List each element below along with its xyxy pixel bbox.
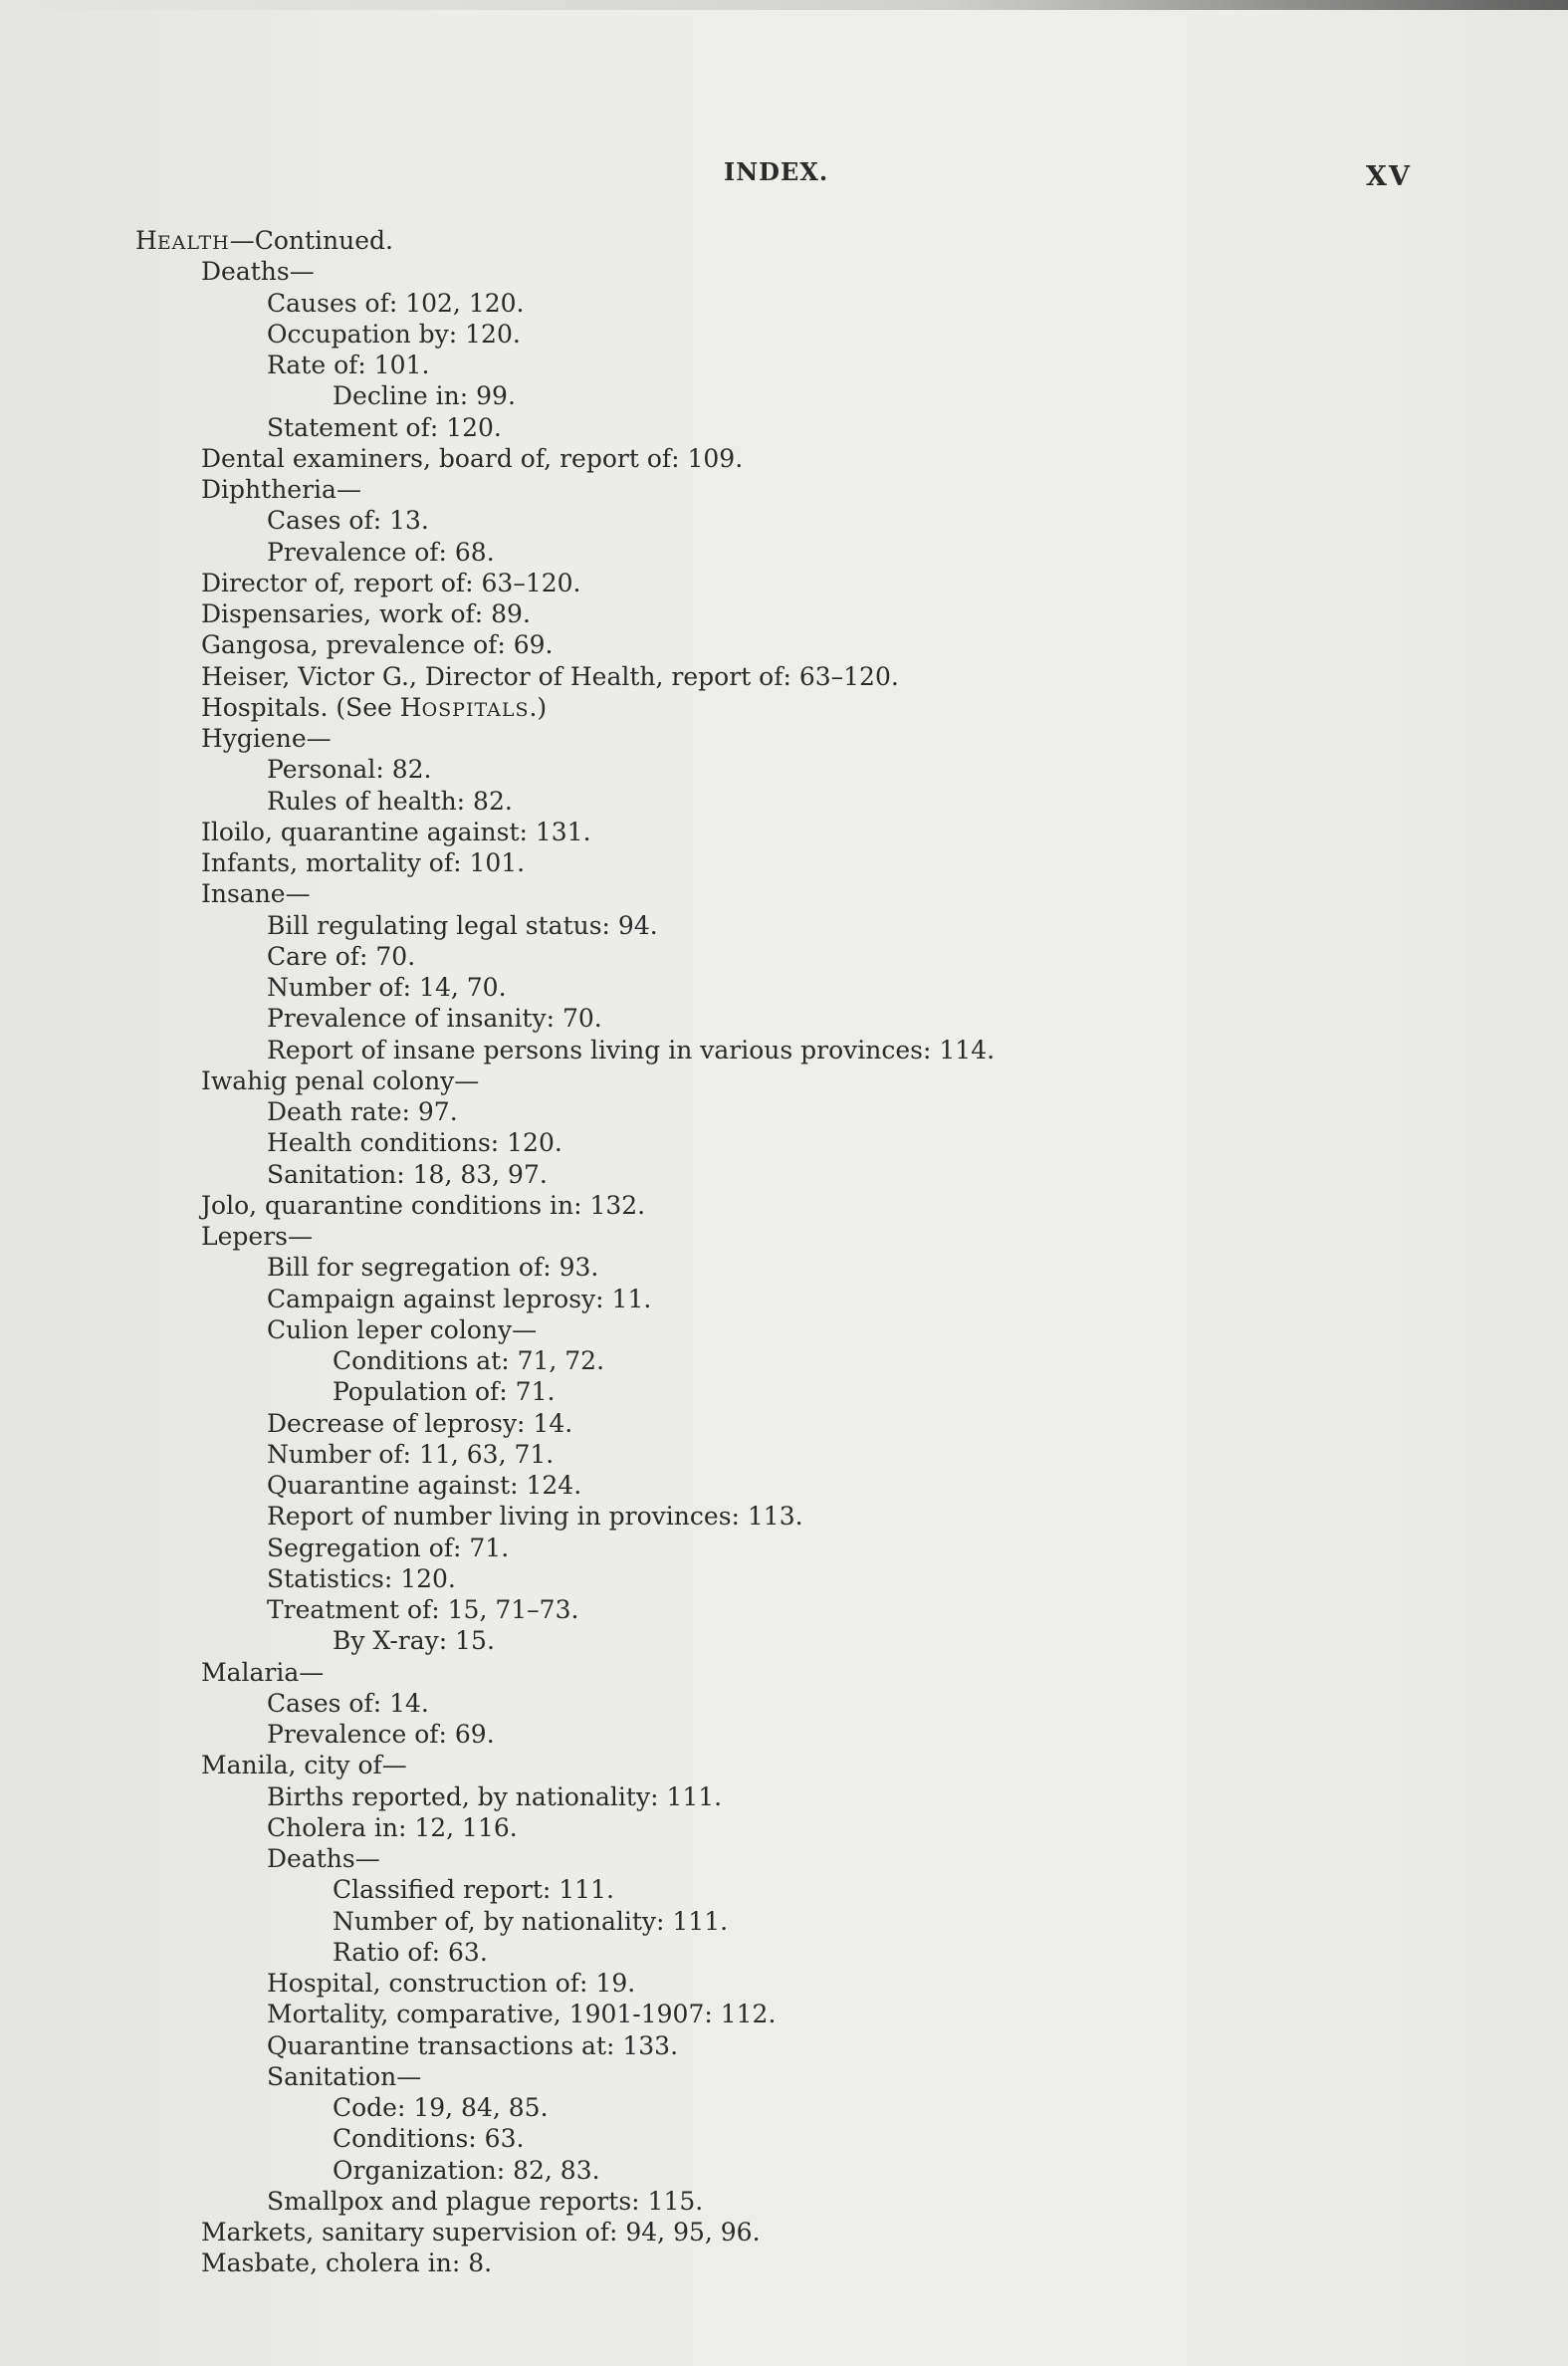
index-entry: Cases of: 13. <box>267 506 429 536</box>
index-entry: Insane— <box>201 879 311 909</box>
index-entry: Organization: 82, 83. <box>333 2155 600 2185</box>
index-entry: Mortality, comparative, 1901-1907: 112. <box>267 2000 777 2029</box>
index-entry: Infants, mortality of: 101. <box>201 848 526 877</box>
index-entry: Director of, report of: 63–120. <box>201 568 581 597</box>
index-entry <box>135 692 1430 723</box>
index-entry: Cases of: 14. <box>267 1688 429 1718</box>
index-entry: Segregation of: 71. <box>267 1533 510 1562</box>
index-entry: Health conditions: 120. <box>267 1128 562 1158</box>
index-entry <box>135 225 1430 256</box>
index-entry: Gangosa, prevalence of: 69. <box>201 630 554 660</box>
index-entry: Diphtheria— <box>201 475 361 504</box>
index-entry: Manila, city of— <box>201 1751 407 1780</box>
index-entry: Births reported, by nationality: 111. <box>267 1781 723 1811</box>
index-entry: Dispensaries, work of: 89. <box>201 599 531 628</box>
index-entry: Dental examiners, board of, report of: 109. <box>201 443 744 473</box>
index-entry: Heiser, Victor G., Director of Health, report of: 63–120. <box>201 661 899 691</box>
index-entry: Jolo, quarantine conditions in: 132. <box>201 1190 646 1220</box>
page-number: XV <box>1366 161 1412 192</box>
index-entry: Report of insane persons living in various provinces: 114. <box>267 1035 996 1065</box>
index-entry: Malaria— <box>201 1657 325 1687</box>
index-entry: Quarantine transactions at: 133. <box>267 2030 679 2060</box>
index-entry: Conditions at: 71, 72. <box>333 1346 605 1375</box>
index-entry: Bill for segregation of: 93. <box>267 1253 599 1283</box>
index-entry: Deaths— <box>267 1844 380 1873</box>
index-entry: Prevalence of insanity: 70. <box>267 1004 602 1034</box>
index-entry: Iloilo, quarantine against: 131. <box>201 817 591 846</box>
entry-text-part: Hospitals. (See <box>201 692 400 722</box>
index-entry: Sanitation: 18, 83, 97. <box>267 1159 548 1189</box>
entry-text-part: —Continued. <box>229 226 393 255</box>
index-entry: Occupation by: 120. <box>267 319 521 349</box>
index-entry: Quarantine against: 124. <box>267 1471 582 1500</box>
index-entry: Decrease of leprosy: 14. <box>267 1408 573 1438</box>
index-entry: Death rate: 97. <box>267 1097 458 1126</box>
index-entry-list <box>135 225 1430 2279</box>
index-entry: Conditions: 63. <box>333 2124 525 2154</box>
running-header-title: INDEX. <box>724 157 829 186</box>
index-entry: Bill regulating legal status: 94. <box>267 910 658 940</box>
small-caps-rest: EALTH <box>156 232 230 254</box>
index-entry: Number of, by nationality: 111. <box>333 1906 729 1936</box>
index-entry: Hygiene— <box>201 724 332 753</box>
index-entry: Prevalence of: 69. <box>267 1720 495 1749</box>
index-entry: Causes of: 102, 120. <box>267 288 525 318</box>
index-entry: Statistics: 120. <box>267 1563 456 1593</box>
index-entry: Campaign against leprosy: 11. <box>267 1284 652 1313</box>
index-entry: Sanitation— <box>267 2061 422 2091</box>
small-caps-initial: H <box>135 226 157 255</box>
index-entry: Lepers— <box>201 1222 313 1251</box>
index-entry: Hospital, construction of: 19. <box>267 1969 636 1998</box>
entry-text-part: .) <box>529 692 548 722</box>
small-caps-initial: H <box>399 692 422 722</box>
index-entry: By X-ray: 15. <box>333 1626 495 1656</box>
index-entry: Treatment of: 15, 71–73. <box>267 1595 579 1624</box>
index-entry: Classified report: 111. <box>333 1875 614 1905</box>
index-entry: Care of: 70. <box>267 941 416 971</box>
index-entry: Personal: 82. <box>267 755 432 785</box>
index-entry: Culion leper colony— <box>267 1314 538 1344</box>
index-entry: Number of: 11, 63, 71. <box>267 1439 555 1469</box>
index-entry: Markets, sanitary supervision of: 94, 95, 96. <box>201 2218 761 2247</box>
index-entry: Prevalence of: 68. <box>267 537 495 567</box>
index-entry: Rules of health: 82. <box>267 786 513 816</box>
index-entry: Decline in: 99. <box>333 381 516 411</box>
index-entry: Statement of: 120. <box>267 412 502 442</box>
index-entry: Number of: 14, 70. <box>267 973 507 1002</box>
small-caps-rest: OSPITALS <box>421 698 530 721</box>
index-entry: Rate of: 101. <box>267 351 430 379</box>
index-entry: Population of: 71. <box>333 1377 556 1407</box>
index-entry: Iwahig penal colony— <box>201 1065 480 1095</box>
index-entry: Smallpox and plague reports: 115. <box>267 2186 704 2216</box>
index-entry: Code: 19, 84, 85. <box>333 2093 549 2122</box>
index-entry: Deaths— <box>201 257 315 287</box>
index-entry: Report of number living in provinces: 113. <box>267 1502 803 1532</box>
page-edge-shadow <box>0 0 1568 10</box>
index-entry: Masbate, cholera in: 8. <box>201 2248 493 2278</box>
index-entry: Ratio of: 63. <box>333 1937 488 1967</box>
index-entry: Cholera in: 12, 116. <box>267 1812 518 1842</box>
